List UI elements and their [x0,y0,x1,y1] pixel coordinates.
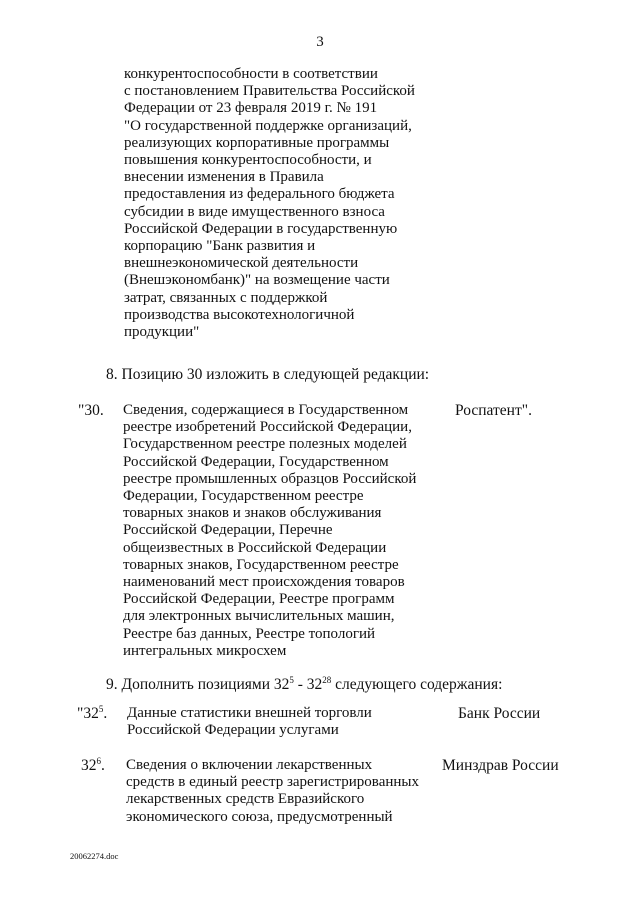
text-line: Государственном реестре полезных моделей [123,436,407,453]
para9-suffix: следующего содержания: [331,676,503,693]
text-line: для электронных вычислительных машин, [123,608,395,625]
item-32-6-organ: Минздрав России [442,757,559,774]
number-sup: 6 [96,756,101,766]
text-line: внешнеэкономической деятельности [124,255,359,272]
text-line: Федерации от 23 февраля 2019 г. № 191 [124,100,378,117]
number-prefix: 32 [81,757,97,774]
text-line: "О государственной поддержке организаций, [124,117,412,134]
text-line: реестре изобретений Российской Федерации, [123,419,412,436]
paragraph-9 [106,676,502,694]
paragraph-8: 8. Позицию 30 изложить в следующей редакции: [106,366,430,383]
para9-prefix: 9. Дополнить позициями 32 [106,676,290,693]
text-line: лекарственных средств Евразийского [126,791,365,808]
text-line: Сведения о включении лекарственных [126,757,373,773]
text-line: Российской Федерации в государственную [124,220,398,237]
text-line: экономического союза, предусмотренный [126,808,393,825]
text-line: повышения конкурентоспособности, и [124,152,372,169]
text-line: Российской Федерации, Реестре программ [123,591,395,608]
number-prefix: "32 [77,705,99,722]
text-line: средств в единый реестр зарегистрированных [126,774,419,791]
text-line: затрат, связанных с поддержкой [124,289,328,306]
text-line: реестре промышленных образцов Российской [123,470,417,487]
para9-sup-end: 28 [322,675,332,685]
item-32-6-text [126,757,419,826]
document-footer: 20062274.doc [70,851,119,861]
text-line: общеизвестных в Российской Федерации [123,539,387,556]
item-30-organ: Роспатент". [455,402,532,419]
text-line: предоставления из федерального бюджета [124,186,395,203]
text-line: Сведения, содержащиеся в Государственном [123,402,409,418]
text-line: (Внешэкономбанк)" на возмещение части [124,272,390,289]
para9-middle: - 32 [293,676,323,693]
item-32-6-number [81,757,105,775]
text-line: корпорацию "Банк развития и [124,238,316,255]
text-line: реализующих корпоративные программы [124,134,390,151]
number-suffix: . [101,757,105,774]
item-30-text [123,402,416,660]
text-line: Российской Федерации услугами [127,722,339,739]
text-line: внесении изменения в Правила [124,169,324,186]
text-line: производства высокотехнологичной [124,306,355,323]
page-number: 3 [316,34,324,50]
text-line: с постановлением Правительства Российской [124,83,415,100]
text-line: Федерации, Государственном реестре [123,488,364,505]
text-line: конкурентоспособности в соответствии [124,66,378,82]
item-32-5-organ: Банк России [458,705,541,722]
text-line: интегральных микросхем [123,642,287,659]
text-line: товарных знаков, Государственном реестре [123,556,399,573]
number-suffix: . [103,705,108,722]
text-line: Российской Федерации, Государственном [123,453,389,470]
text-line: Реестре баз данных, Реестре топологий [123,625,376,642]
item-32-5-text [127,705,372,739]
number-sup: 5 [98,704,104,714]
item-32-5-number [77,705,107,723]
text-line: Данные статистики внешней торговли [127,705,372,721]
text-line: продукции" [124,324,200,341]
text-line: товарных знаков и знаков обслуживания [123,505,382,522]
para9-sup-start: 5 [289,675,294,685]
text-line: субсидии в виде имущественного взноса [124,203,385,220]
text-line: наименований мест происхождения товаров [123,574,405,591]
text-line: Российской Федерации, Перечне [123,522,333,539]
intro-text-block [124,66,415,341]
item-30-number: "30. [78,402,104,419]
